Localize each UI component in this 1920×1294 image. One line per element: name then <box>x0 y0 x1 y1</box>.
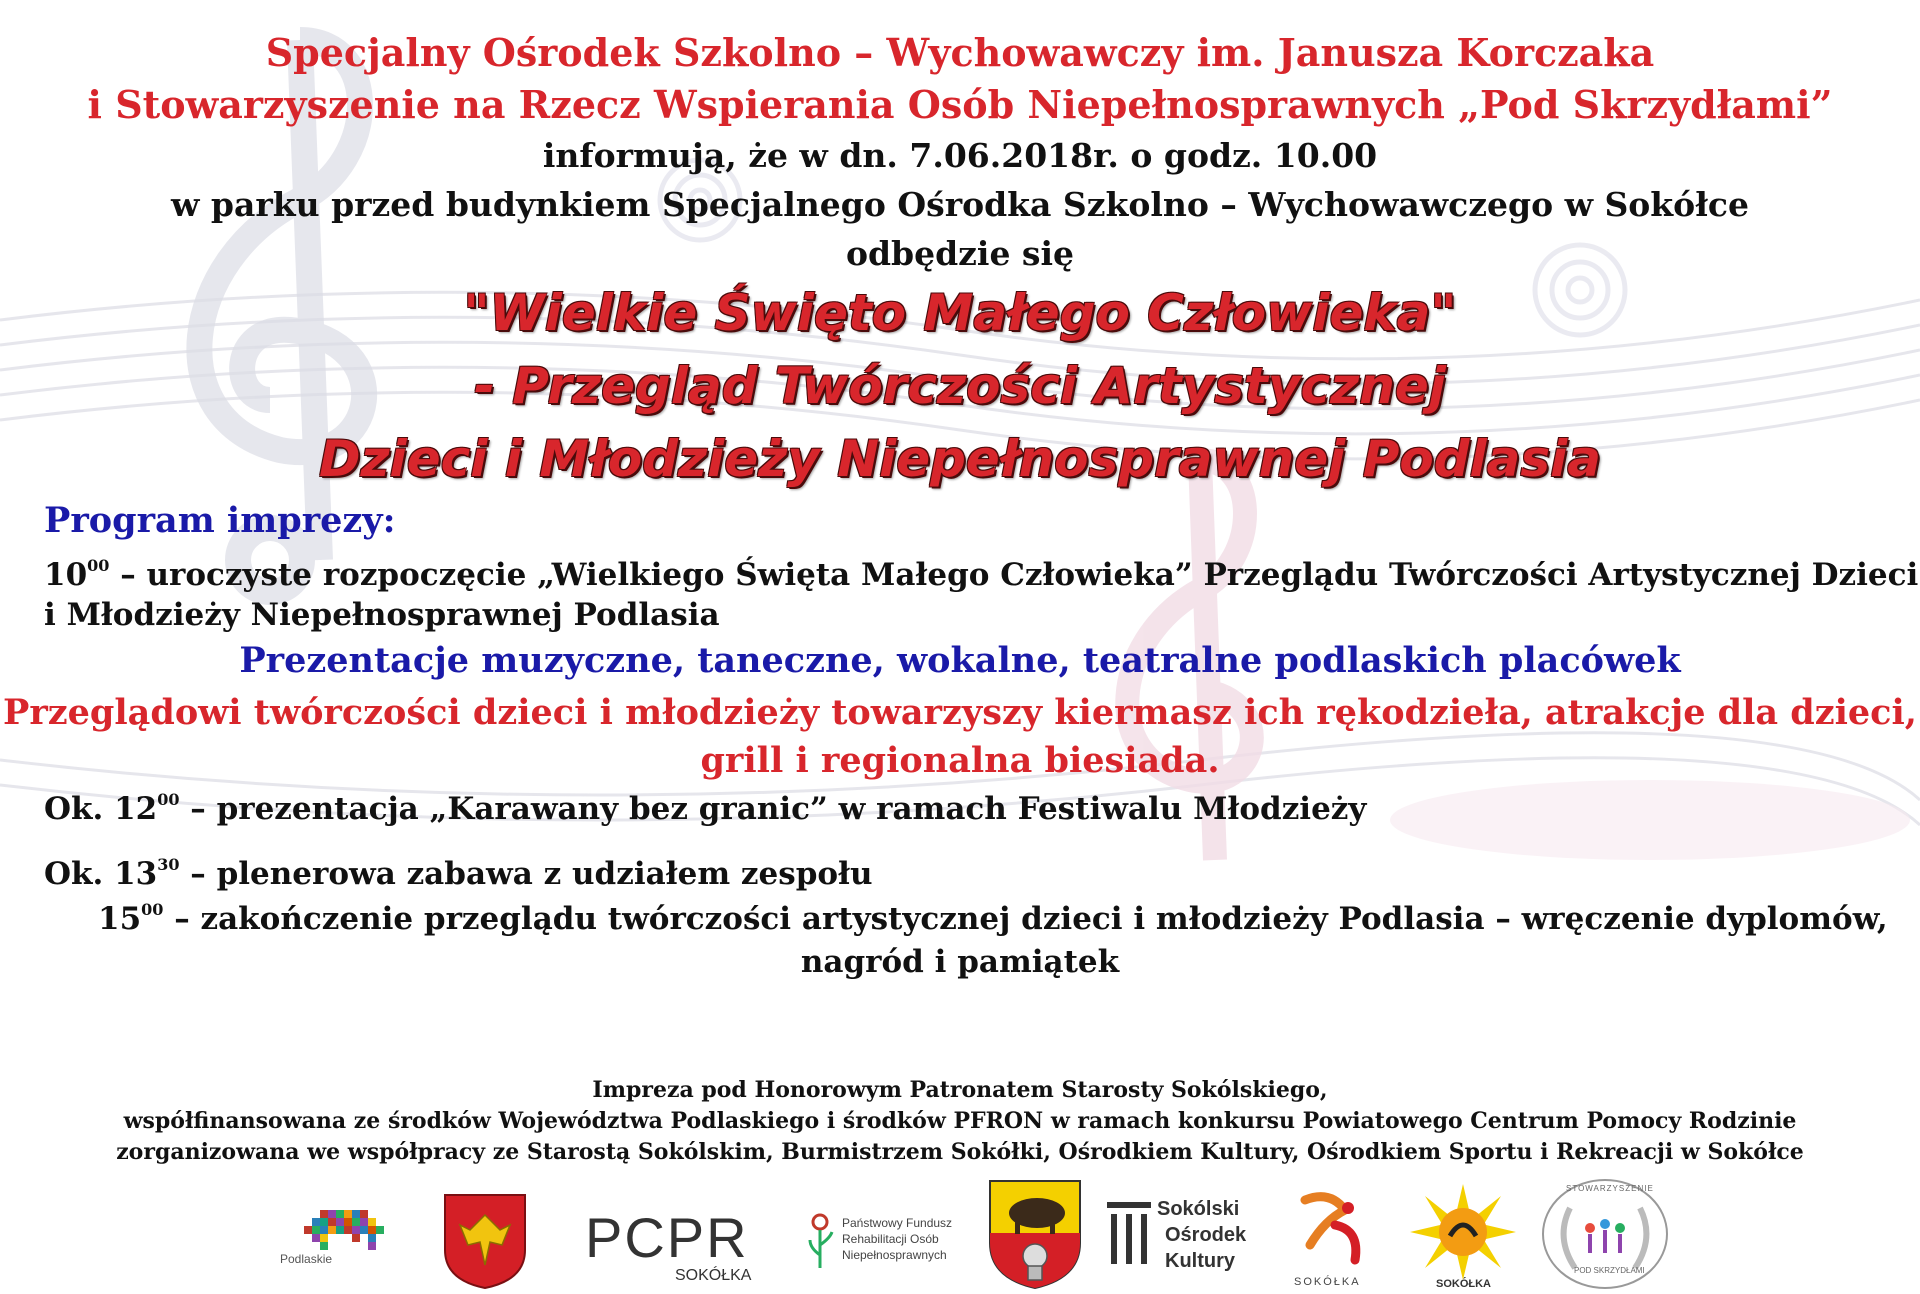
fair-line-2: grill i regionalna biesiada. <box>700 740 1220 781</box>
item-text: – plenerowa zabawa z udziałem zespołu <box>179 856 873 892</box>
bison-mosaic-icon <box>280 1200 410 1260</box>
item-text: – uroczyste rozpoczęcie „Wielkiego Święta Małego Człowieka” Przeglądu Twórczości Artystycznej Dzieci <box>109 557 1919 593</box>
pcpr-sublabel: SOKÓŁKA <box>675 1267 752 1284</box>
title-line-3: Dzieci i Młodzieży Niepełnosprawnej Podlasia <box>318 430 1602 488</box>
pfron-logo <box>808 1210 968 1280</box>
osir-label: SOKÓŁKA <box>1436 1278 1491 1290</box>
pfron-line-2: Rehabilitacji Osób <box>842 1232 939 1246</box>
columns-icon <box>1105 1200 1153 1270</box>
sun-icon <box>1410 1184 1516 1280</box>
eagle-shield-icon <box>440 1190 530 1290</box>
hour: 15 <box>98 901 142 937</box>
program-item-party <box>44 855 873 892</box>
organizer-line-1: Specjalny Ośrodek Szkolno – Wychowawczy im. Janusza Korczaka <box>265 30 1655 75</box>
program-item-closing-cont: nagród i pamiątek <box>800 944 1120 980</box>
program-item-caravan <box>44 790 1366 827</box>
minutes: 00 <box>87 556 110 575</box>
flower-icon <box>808 1210 838 1270</box>
bison-knight-shield-icon <box>985 1178 1085 1290</box>
minutes: 00 <box>141 900 164 919</box>
event-intro: odbędzie się <box>845 234 1075 273</box>
podlaskie-label: Podlaskie <box>280 1252 333 1266</box>
program-item-opening <box>44 556 1918 593</box>
fair-line-1: Przeglądowi twórczości dzieci i młodzieży towarzyszy kiermasz ich rękodzieła, atrakcje dla dzieci, <box>3 692 1917 733</box>
footer <box>0 1075 1920 1168</box>
powiat-coat-of-arms <box>440 1190 530 1290</box>
presentations-line: Prezentacje muzyczne, taneczne, wokalne, teatralne podlaskich placówek <box>239 640 1681 681</box>
sok-kultura-line-2: Ośrodek <box>1165 1224 1247 1246</box>
minutes: 30 <box>157 855 180 874</box>
footer-patronage: Impreza pod Honorowym Patronatem Starosty Sokólskiego, <box>592 1077 1328 1103</box>
program-item-closing <box>98 900 1888 937</box>
sokolka-coat-of-arms <box>985 1178 1085 1290</box>
sokolka-city-label: SOKÓŁKA <box>1294 1276 1361 1288</box>
sok-kultura-line-3: Kultury <box>1165 1250 1235 1272</box>
organizer-line-2: i Stowarzyszenie na Rzecz Wspierania Osób Niepełnosprawnych „Pod Skrzydłami” <box>87 82 1833 127</box>
pfron-line-3: Niepełnosprawnych <box>842 1248 947 1262</box>
abstract-figure-icon <box>1290 1190 1370 1270</box>
item-text: – prezentacja „Karawany bez granic” w ramach Festiwalu Młodzieży <box>179 791 1367 827</box>
podlaskie-logo <box>280 1200 410 1270</box>
sponsor-logos <box>0 1170 1920 1291</box>
program-item-opening-cont: i Młodzieży Niepełnosprawnej Podlasia <box>44 597 720 633</box>
sokolka-city-logo <box>1290 1190 1380 1290</box>
event-title <box>0 277 1920 496</box>
date-info: informują, że w dn. 7.06.2018r. o godz. 10.00 <box>542 136 1378 175</box>
footer-cooperation: zorganizowana we współpracy ze Starostą Sokólskim, Burmistrzem Sokółki, Ośrodkiem Kultury, Ośrodkiem Sportu i Rekreacji w Sokółce <box>116 1139 1804 1165</box>
title-line-2: - Przegląd Twórczości Artystycznej <box>474 357 1446 415</box>
footer-funding: współfinansowana ze środków Województwa Podlaskiego i środków PFRON w ramach konkursu Powiatowego Centrum Pomocy Rodzinie <box>123 1108 1797 1134</box>
minutes: 00 <box>157 790 180 809</box>
header <box>0 27 1920 278</box>
stowarzyszenie-bottom-label: POD SKRZYDŁAMI <box>1574 1266 1645 1275</box>
time-prefix: Ok. 13 <box>44 856 158 892</box>
pfron-line-1: Państwowy Fundusz <box>842 1216 953 1230</box>
pcpr-logo <box>585 1205 775 1285</box>
stowarzyszenie-top-label: STOWARZYSZENIE <box>1566 1184 1654 1193</box>
sok-kultura-line-1: Sokólski <box>1157 1198 1240 1220</box>
title-line-1: "Wielkie Święto Małego Człowieka" <box>463 284 1457 342</box>
location-info: w parku przed budynkiem Specjalnego Ośrodka Szkolno – Wychowawczego w Sokółce <box>171 185 1749 224</box>
item-text: – zakończenie przeglądu twórczości artystycznej dzieci i młodzieży Podlasia – wręczenie dyplomów, <box>163 901 1888 937</box>
time-prefix: Ok. 12 <box>44 791 158 827</box>
sok-kultura-logo <box>1105 1198 1265 1288</box>
program-heading: Program imprezy: <box>44 500 396 541</box>
pcpr-label: PCPR <box>585 1206 749 1269</box>
osir-logo <box>1410 1184 1520 1290</box>
stowarzyszenie-logo <box>1540 1178 1670 1290</box>
hour: 10 <box>44 557 88 593</box>
